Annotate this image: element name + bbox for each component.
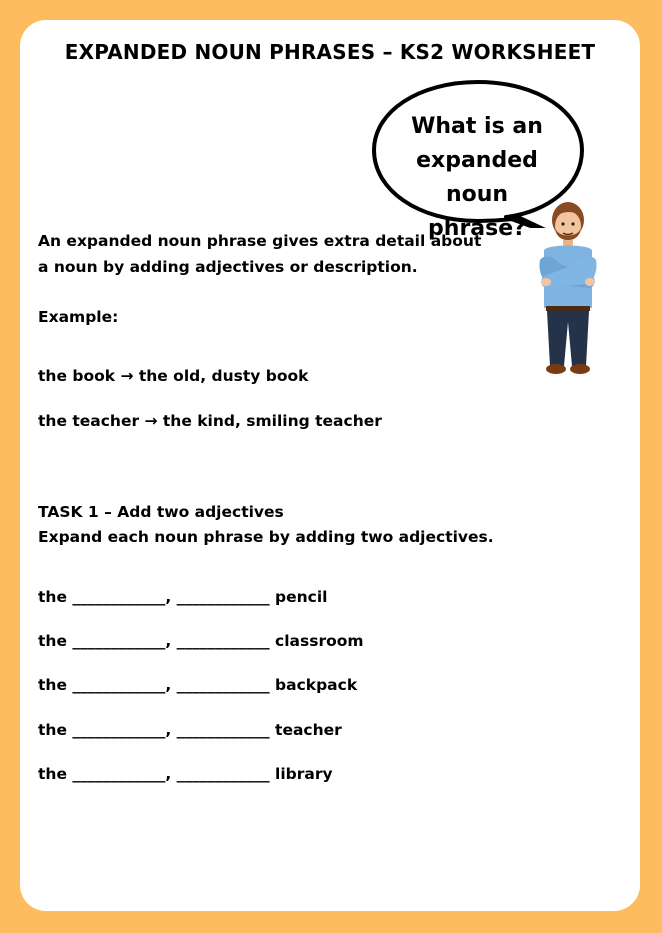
fill-in-row: the ____________, ____________ library [38,765,333,783]
task-title: TASK 1 – Add two adjectives [38,503,284,521]
intro-text-line: a noun by adding adjectives or description. [38,258,418,276]
example-item: the teacher → the kind, smiling teacher [38,412,382,430]
teacher-illustration [530,198,606,378]
task-instruction: Expand each noun phrase by adding two adjectives. [38,528,494,546]
intro-text-line: An expanded noun phrase gives extra detail about [38,232,482,250]
bubble-line: expanded noun [416,148,538,207]
worksheet-page [20,20,640,911]
example-item: the book → the old, dusty book [38,367,309,385]
fill-in-row: the ____________, ____________ teacher [38,721,342,739]
fill-in-row: the ____________, ____________ pencil [38,588,328,606]
fill-in-row: the ____________, ____________ backpack [38,676,358,694]
bubble-line: phrase? [428,216,526,241]
fill-in-row: the ____________, ____________ classroom [38,632,364,650]
example-label: Example: [38,308,119,326]
worksheet-title: EXPANDED NOUN PHRASES – KS2 WORKSHEET [64,40,596,64]
bubble-line: What is an [411,114,543,139]
